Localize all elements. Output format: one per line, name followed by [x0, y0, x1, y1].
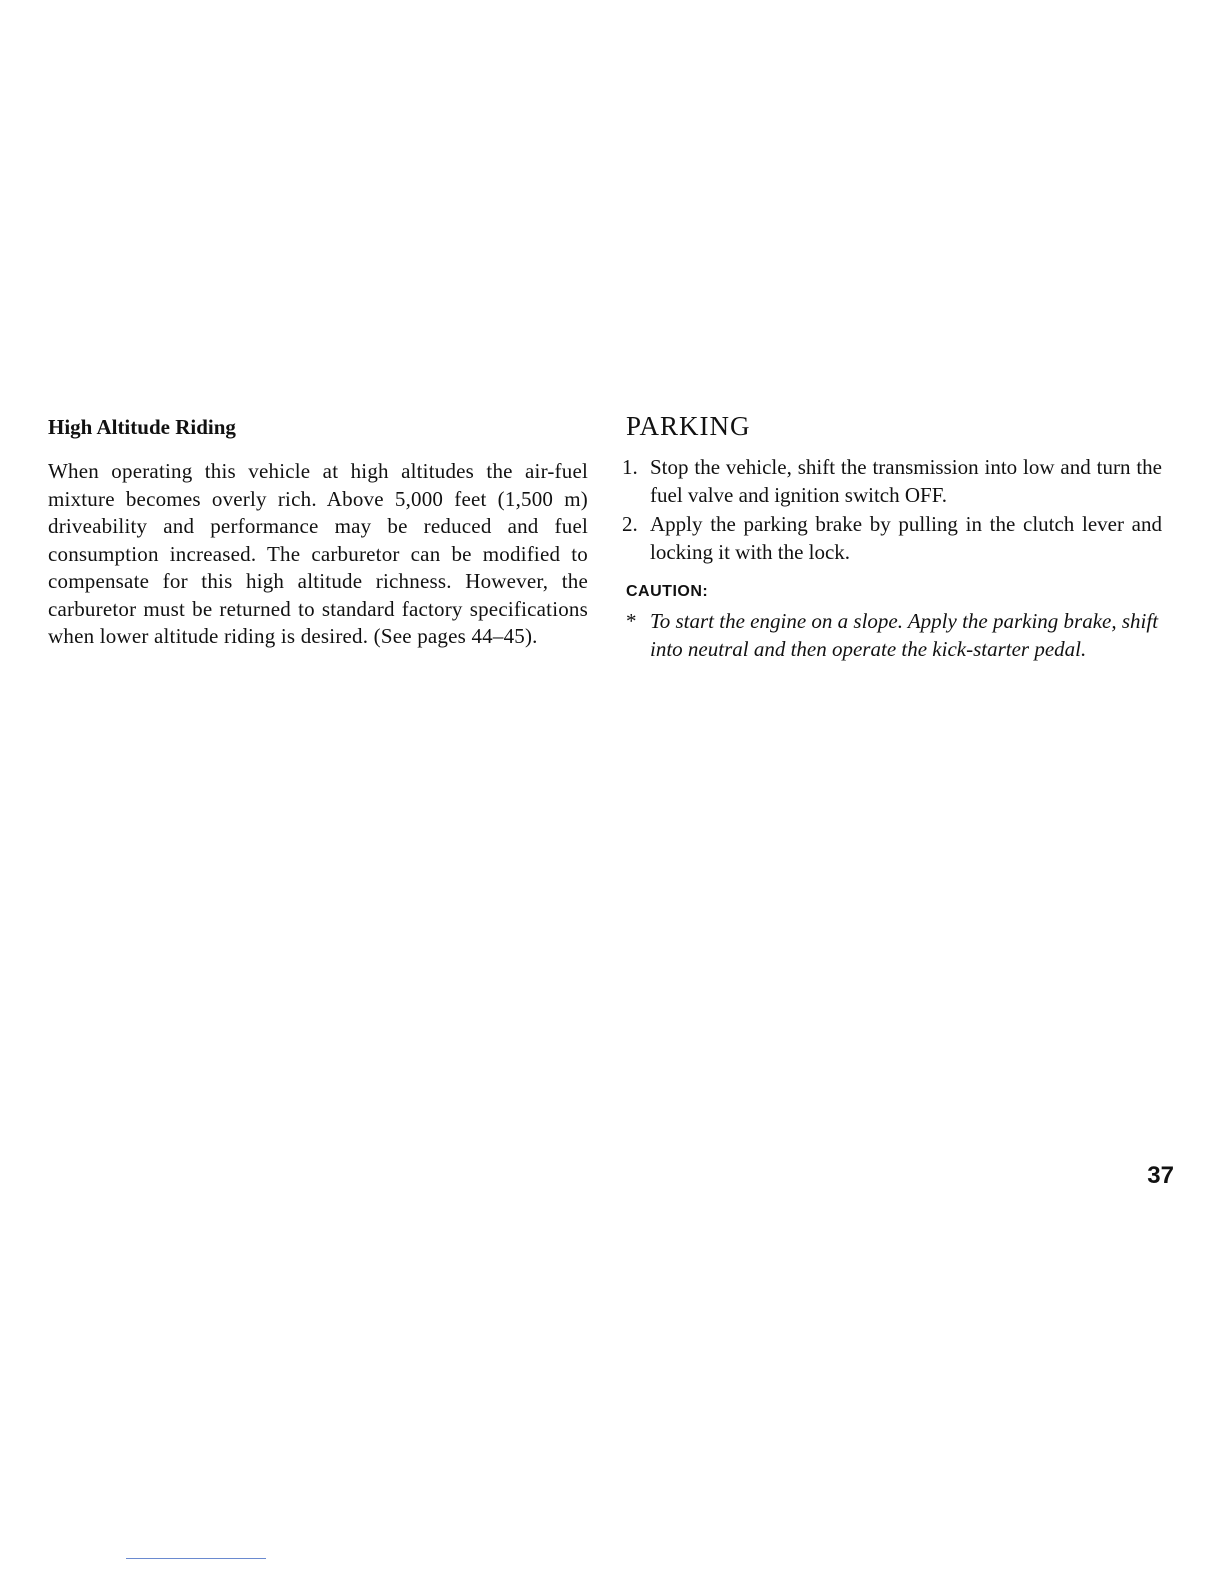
parking-steps: [622, 454, 1162, 566]
caution-label: CAUTION:: [626, 583, 709, 600]
list-item: [622, 511, 1162, 566]
asterisk-bullet: *: [626, 609, 637, 633]
right-column: [622, 408, 1162, 663]
section-title-parking: PARKING: [626, 411, 751, 441]
high-altitude-paragraph: When operating this vehicle at high altitudes the air-fuel mixture becomes overly rich. Above 5,000 feet (1,500 m) driveability and performance may be reduced and fuel consumption increased. The carburetor can be modified to compensate for this high altitude richness. However, the carburetor must be returned to standard factory specifications when lower altitude riding is desired. (See pages 44–45).: [48, 459, 588, 648]
caution-text: To start the engine on a slope. Apply the parking brake, shift into neutral and then operate the kick-starter pedal.: [650, 609, 1159, 661]
step-number: 1.: [622, 455, 638, 479]
footer-divider: [126, 1558, 266, 1559]
step-text: Stop the vehicle, shift the transmission into low and turn the fuel valve and ignition switch OFF.: [650, 455, 1162, 507]
list-item: [622, 454, 1162, 509]
step-text: Apply the parking brake by pulling in the clutch lever and locking it with the lock.: [650, 512, 1162, 564]
left-column: [48, 412, 588, 651]
page-number: 37: [1147, 1162, 1174, 1189]
step-number: 2.: [622, 512, 638, 536]
section-heading-high-altitude: High Altitude Riding: [48, 415, 236, 439]
caution-item: [622, 608, 1162, 663]
